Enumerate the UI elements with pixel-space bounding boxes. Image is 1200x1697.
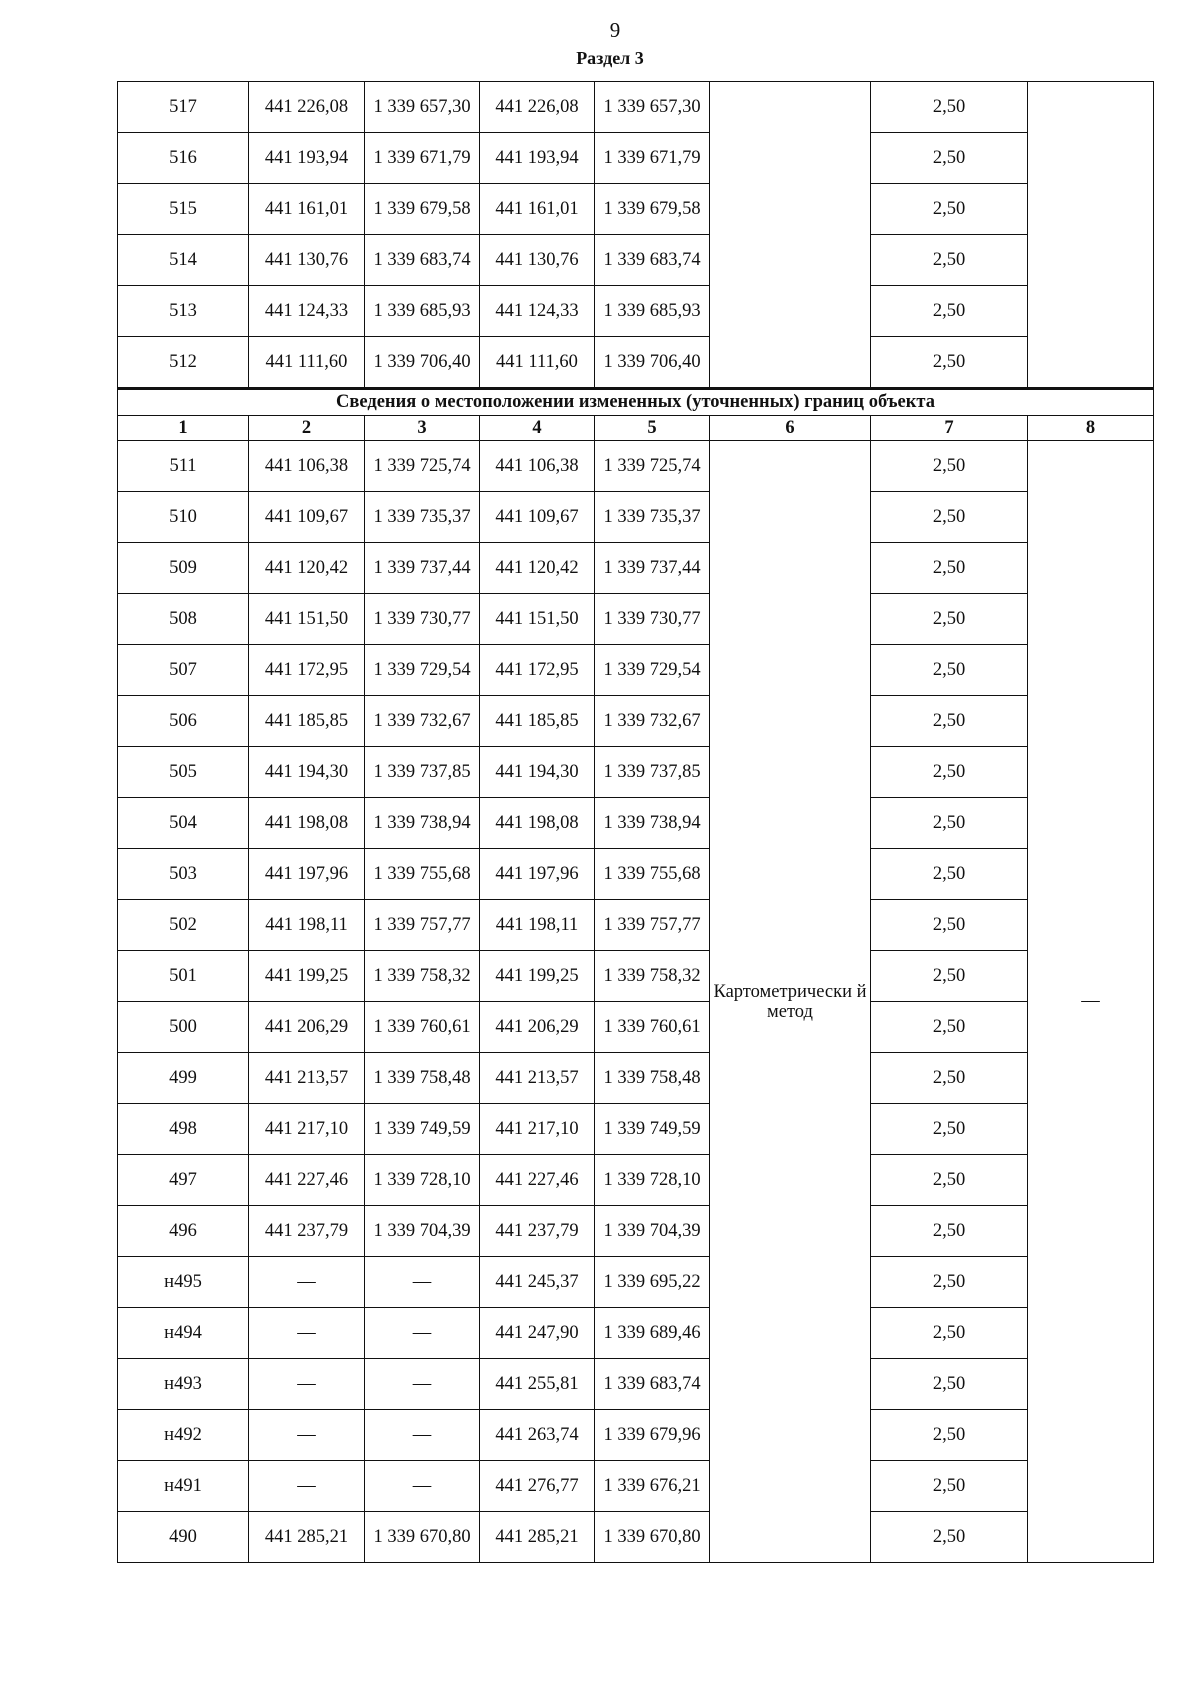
table-row <box>118 286 1154 337</box>
precision-cell: 2,50 <box>871 337 1028 389</box>
point-number-cell: 509 <box>118 543 249 594</box>
new-x-cell: 441 285,21 <box>480 1512 595 1563</box>
new-y-cell: 1 339 725,74 <box>595 441 710 492</box>
table-row <box>118 696 1154 747</box>
new-x-cell: 441 124,33 <box>480 286 595 337</box>
point-number-cell: 516 <box>118 133 249 184</box>
new-x-cell: 441 245,37 <box>480 1257 595 1308</box>
old-x-cell: 441 213,57 <box>249 1053 365 1104</box>
new-y-cell: 1 339 758,48 <box>595 1053 710 1104</box>
old-x-cell: 441 237,79 <box>249 1206 365 1257</box>
table-row <box>118 133 1154 184</box>
old-y-cell: 1 339 683,74 <box>365 235 480 286</box>
precision-cell: 2,50 <box>871 849 1028 900</box>
point-number-cell: н493 <box>118 1359 249 1410</box>
old-x-cell: 441 193,94 <box>249 133 365 184</box>
old-x-cell: 441 172,95 <box>249 645 365 696</box>
point-number-cell: 496 <box>118 1206 249 1257</box>
table-row <box>118 798 1154 849</box>
column-number: 2 <box>249 416 365 441</box>
method-cell: Картометрически й метод <box>710 441 871 1563</box>
old-x-cell: 441 185,85 <box>249 696 365 747</box>
old-x-cell: — <box>249 1308 365 1359</box>
note-cell-empty <box>1028 82 1154 389</box>
point-number-cell: 511 <box>118 441 249 492</box>
old-x-cell: 441 227,46 <box>249 1155 365 1206</box>
table-row <box>118 1257 1154 1308</box>
method-cell-empty <box>710 82 871 389</box>
old-y-cell: 1 339 729,54 <box>365 645 480 696</box>
table-row <box>118 235 1154 286</box>
table-row <box>118 1308 1154 1359</box>
point-number-cell: 502 <box>118 900 249 951</box>
new-y-cell: 1 339 735,37 <box>595 492 710 543</box>
old-y-cell: 1 339 738,94 <box>365 798 480 849</box>
new-y-cell: 1 339 757,77 <box>595 900 710 951</box>
new-y-cell: 1 339 706,40 <box>595 337 710 389</box>
new-x-cell: 441 185,85 <box>480 696 595 747</box>
precision-cell: 2,50 <box>871 1257 1028 1308</box>
precision-cell: 2,50 <box>871 747 1028 798</box>
table-row <box>118 1410 1154 1461</box>
point-number-cell: 497 <box>118 1155 249 1206</box>
old-y-cell: 1 339 758,32 <box>365 951 480 1002</box>
point-number-cell: 501 <box>118 951 249 1002</box>
old-x-cell: 441 161,01 <box>249 184 365 235</box>
table-row <box>118 594 1154 645</box>
new-x-cell: 441 130,76 <box>480 235 595 286</box>
point-number-cell: н495 <box>118 1257 249 1308</box>
precision-cell: 2,50 <box>871 900 1028 951</box>
point-number-cell: 510 <box>118 492 249 543</box>
old-x-cell: — <box>249 1359 365 1410</box>
old-x-cell: 441 124,33 <box>249 286 365 337</box>
old-y-cell: 1 339 670,80 <box>365 1512 480 1563</box>
subsection-header <box>118 389 1154 441</box>
new-y-cell: 1 339 657,30 <box>595 82 710 133</box>
old-x-cell: 441 106,38 <box>249 441 365 492</box>
old-y-cell: — <box>365 1461 480 1512</box>
point-number-cell: 506 <box>118 696 249 747</box>
new-x-cell: 441 263,74 <box>480 1410 595 1461</box>
old-x-cell: 441 198,11 <box>249 900 365 951</box>
point-number-cell: 508 <box>118 594 249 645</box>
old-y-cell: 1 339 706,40 <box>365 337 480 389</box>
new-x-cell: 441 109,67 <box>480 492 595 543</box>
old-y-cell: 1 339 758,48 <box>365 1053 480 1104</box>
old-y-cell: 1 339 749,59 <box>365 1104 480 1155</box>
new-x-cell: 441 206,29 <box>480 1002 595 1053</box>
old-x-cell: — <box>249 1461 365 1512</box>
point-number-cell: 490 <box>118 1512 249 1563</box>
precision-cell: 2,50 <box>871 1053 1028 1104</box>
new-y-cell: 1 339 737,44 <box>595 543 710 594</box>
subsection-heading: Сведения о местоположении измененных (уточненных) границ объекта <box>118 389 1154 416</box>
precision-cell: 2,50 <box>871 798 1028 849</box>
new-y-cell: 1 339 737,85 <box>595 747 710 798</box>
table-row <box>118 645 1154 696</box>
precision-cell: 2,50 <box>871 492 1028 543</box>
new-x-cell: 441 106,38 <box>480 441 595 492</box>
new-y-cell: 1 339 685,93 <box>595 286 710 337</box>
table-row <box>118 951 1154 1002</box>
old-x-cell: 441 226,08 <box>249 82 365 133</box>
table-row <box>118 1359 1154 1410</box>
new-x-cell: 441 120,42 <box>480 543 595 594</box>
old-x-cell: 441 130,76 <box>249 235 365 286</box>
new-x-cell: 441 247,90 <box>480 1308 595 1359</box>
new-x-cell: 441 226,08 <box>480 82 595 133</box>
table-row <box>118 1512 1154 1563</box>
new-x-cell: 441 151,50 <box>480 594 595 645</box>
precision-cell: 2,50 <box>871 1308 1028 1359</box>
new-x-cell: 441 227,46 <box>480 1155 595 1206</box>
precision-cell: 2,50 <box>871 184 1028 235</box>
old-x-cell: 441 198,08 <box>249 798 365 849</box>
column-number: 4 <box>480 416 595 441</box>
upper-table-body <box>118 82 1154 389</box>
subsection-heading-row <box>118 389 1154 416</box>
point-number-cell: н491 <box>118 1461 249 1512</box>
precision-cell: 2,50 <box>871 286 1028 337</box>
new-x-cell: 441 172,95 <box>480 645 595 696</box>
table-row <box>118 184 1154 235</box>
old-x-cell: — <box>249 1410 365 1461</box>
new-y-cell: 1 339 670,80 <box>595 1512 710 1563</box>
precision-cell: 2,50 <box>871 696 1028 747</box>
column-number: 8 <box>1028 416 1154 441</box>
point-number-cell: н492 <box>118 1410 249 1461</box>
new-x-cell: 441 237,79 <box>480 1206 595 1257</box>
point-number-cell: 499 <box>118 1053 249 1104</box>
old-x-cell: 441 111,60 <box>249 337 365 389</box>
old-y-cell: 1 339 737,85 <box>365 747 480 798</box>
old-y-cell: — <box>365 1257 480 1308</box>
precision-cell: 2,50 <box>871 543 1028 594</box>
table-row <box>118 1206 1154 1257</box>
precision-cell: 2,50 <box>871 82 1028 133</box>
new-y-cell: 1 339 758,32 <box>595 951 710 1002</box>
new-y-cell: 1 339 760,61 <box>595 1002 710 1053</box>
old-y-cell: 1 339 735,37 <box>365 492 480 543</box>
table-row <box>118 1461 1154 1512</box>
new-x-cell: 441 199,25 <box>480 951 595 1002</box>
lower-table-body <box>118 441 1154 1563</box>
point-number-cell: 505 <box>118 747 249 798</box>
old-y-cell: 1 339 757,77 <box>365 900 480 951</box>
column-number: 7 <box>871 416 1028 441</box>
point-number-cell: 517 <box>118 82 249 133</box>
table-row <box>118 747 1154 798</box>
precision-cell: 2,50 <box>871 1461 1028 1512</box>
new-x-cell: 441 217,10 <box>480 1104 595 1155</box>
new-y-cell: 1 339 679,96 <box>595 1410 710 1461</box>
new-x-cell: 441 193,94 <box>480 133 595 184</box>
precision-cell: 2,50 <box>871 645 1028 696</box>
table-row <box>118 1053 1154 1104</box>
point-number-cell: 507 <box>118 645 249 696</box>
precision-cell: 2,50 <box>871 1206 1028 1257</box>
point-number-cell: 504 <box>118 798 249 849</box>
column-number-row <box>118 416 1154 441</box>
new-y-cell: 1 339 695,22 <box>595 1257 710 1308</box>
table-row <box>118 441 1154 492</box>
new-y-cell: 1 339 689,46 <box>595 1308 710 1359</box>
precision-cell: 2,50 <box>871 235 1028 286</box>
old-x-cell: 441 206,29 <box>249 1002 365 1053</box>
old-y-cell: 1 339 679,58 <box>365 184 480 235</box>
new-x-cell: 441 197,96 <box>480 849 595 900</box>
new-x-cell: 441 161,01 <box>480 184 595 235</box>
new-y-cell: 1 339 732,67 <box>595 696 710 747</box>
precision-cell: 2,50 <box>871 1359 1028 1410</box>
old-y-cell: 1 339 671,79 <box>365 133 480 184</box>
old-y-cell: 1 339 685,93 <box>365 286 480 337</box>
table-row <box>118 849 1154 900</box>
new-y-cell: 1 339 749,59 <box>595 1104 710 1155</box>
new-x-cell: 441 194,30 <box>480 747 595 798</box>
old-y-cell: 1 339 657,30 <box>365 82 480 133</box>
old-x-cell: 441 194,30 <box>249 747 365 798</box>
new-y-cell: 1 339 683,74 <box>595 1359 710 1410</box>
new-x-cell: 441 255,81 <box>480 1359 595 1410</box>
new-y-cell: 1 339 730,77 <box>595 594 710 645</box>
new-y-cell: 1 339 671,79 <box>595 133 710 184</box>
page-number: 9 <box>609 18 621 42</box>
precision-cell: 2,50 <box>871 1155 1028 1206</box>
new-x-cell: 441 213,57 <box>480 1053 595 1104</box>
precision-cell: 2,50 <box>871 1002 1028 1053</box>
precision-cell: 2,50 <box>871 951 1028 1002</box>
new-y-cell: 1 339 683,74 <box>595 235 710 286</box>
point-number-cell: 500 <box>118 1002 249 1053</box>
point-number-cell: 503 <box>118 849 249 900</box>
new-x-cell: 441 111,60 <box>480 337 595 389</box>
old-y-cell: 1 339 725,74 <box>365 441 480 492</box>
old-y-cell: — <box>365 1410 480 1461</box>
column-number: 3 <box>365 416 480 441</box>
new-y-cell: 1 339 728,10 <box>595 1155 710 1206</box>
old-y-cell: 1 339 728,10 <box>365 1155 480 1206</box>
new-y-cell: 1 339 755,68 <box>595 849 710 900</box>
precision-cell: 2,50 <box>871 1104 1028 1155</box>
table-row <box>118 337 1154 389</box>
new-x-cell: 441 198,11 <box>480 900 595 951</box>
table-row <box>118 900 1154 951</box>
old-y-cell: 1 339 704,39 <box>365 1206 480 1257</box>
old-x-cell: 441 151,50 <box>249 594 365 645</box>
precision-cell: 2,50 <box>871 1512 1028 1563</box>
new-x-cell: 441 276,77 <box>480 1461 595 1512</box>
table-row <box>118 1002 1154 1053</box>
precision-cell: 2,50 <box>871 594 1028 645</box>
precision-cell: 2,50 <box>871 133 1028 184</box>
table-row <box>118 1104 1154 1155</box>
boundary-points-table <box>117 81 1154 1563</box>
old-y-cell: 1 339 755,68 <box>365 849 480 900</box>
table-row <box>118 82 1154 133</box>
old-x-cell: 441 217,10 <box>249 1104 365 1155</box>
point-number-cell: 513 <box>118 286 249 337</box>
new-y-cell: 1 339 704,39 <box>595 1206 710 1257</box>
old-x-cell: 441 199,25 <box>249 951 365 1002</box>
section-title: Раздел 3 <box>576 48 644 68</box>
old-y-cell: — <box>365 1308 480 1359</box>
table-row <box>118 492 1154 543</box>
old-y-cell: — <box>365 1359 480 1410</box>
old-y-cell: 1 339 732,67 <box>365 696 480 747</box>
precision-cell: 2,50 <box>871 1410 1028 1461</box>
old-y-cell: 1 339 737,44 <box>365 543 480 594</box>
old-x-cell: 441 109,67 <box>249 492 365 543</box>
column-number: 5 <box>595 416 710 441</box>
old-x-cell: 441 197,96 <box>249 849 365 900</box>
column-number: 1 <box>118 416 249 441</box>
old-y-cell: 1 339 760,61 <box>365 1002 480 1053</box>
point-number-cell: 498 <box>118 1104 249 1155</box>
old-y-cell: 1 339 730,77 <box>365 594 480 645</box>
new-x-cell: 441 198,08 <box>480 798 595 849</box>
table-row <box>118 1155 1154 1206</box>
point-number-cell: 514 <box>118 235 249 286</box>
old-x-cell: 441 120,42 <box>249 543 365 594</box>
point-number-cell: 515 <box>118 184 249 235</box>
old-x-cell: — <box>249 1257 365 1308</box>
note-cell: — <box>1028 441 1154 1563</box>
point-number-cell: 512 <box>118 337 249 389</box>
new-y-cell: 1 339 738,94 <box>595 798 710 849</box>
column-number: 6 <box>710 416 871 441</box>
table-row <box>118 543 1154 594</box>
point-number-cell: н494 <box>118 1308 249 1359</box>
new-y-cell: 1 339 679,58 <box>595 184 710 235</box>
precision-cell: 2,50 <box>871 441 1028 492</box>
new-y-cell: 1 339 729,54 <box>595 645 710 696</box>
new-y-cell: 1 339 676,21 <box>595 1461 710 1512</box>
old-x-cell: 441 285,21 <box>249 1512 365 1563</box>
